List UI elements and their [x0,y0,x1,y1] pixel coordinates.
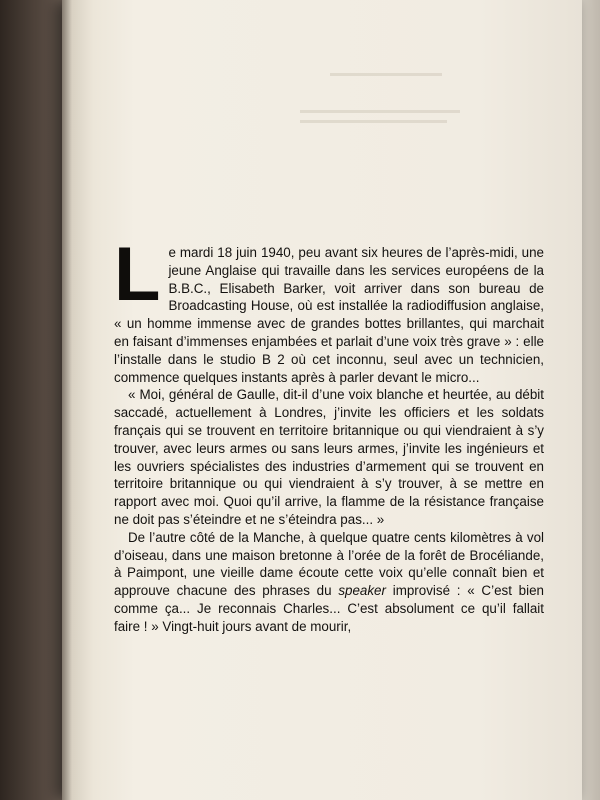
drop-cap: L [114,232,161,317]
italic-word: speaker [338,583,386,599]
page-gutter-shadow [62,0,72,800]
body-text [114,232,544,636]
paragraph-3: De l’autre côté de la Manche, à quelque quatre cents kilomètres à vol d’oiseau, dans une maison bretonne à l’orée de la forêt de Brocéliande, à Paimpont, une vieille dame écoute cette voix qu’elle connaît bien et approuve chacune des phrases du speaker improvisé : « C’est bien comme ça... Je reconnais Charles... C’est absolument ce qu’il fallait faire ! » Vingt-huit jours avant de mourir, [114,529,544,634]
paragraph-2: « Moi, général de Gaulle, dit-il d’une voix blanche et heurtée, au débit saccadé, actuellement à Londres, j’invite les officiers et les soldats français qui se trouvent en territoire britannique ou qui viendraient à s’y trouver, avec leurs armes ou sans leurs armes, j’invite les ingénieurs et les ouvriers spécialistes des industries d’armement qui se trouvent en territoire britannique ou qui viendraient à s’y trouver, à se mettre en rapport avec moi. Quoi qu’il arrive, la flamme de la résistance française ne doit pas s’éteindre et ne s’éteindra pas... » [114,387,544,527]
paragraph-1: Le mardi 18 juin 1940, peu avant six heures de l’après-midi, une jeune Anglaise qui travaille dans les services européens de la B.B.C., Elisabeth Barker, voit arriver dans son bureau de Broadcasting House, où est installée la radiodiffusion anglaise, « un homme immense avec de grandes bottes brillantes, qui marchait en faisant d’immenses enjambées et parlait d’une voix très grave » : elle l’installe dans le studio B 2 où cet inconnu, seul avec un technicien, commence quelques instants après à parler devant le micro... [114,232,544,385]
background-left [0,0,70,800]
show-through-text [300,66,460,130]
